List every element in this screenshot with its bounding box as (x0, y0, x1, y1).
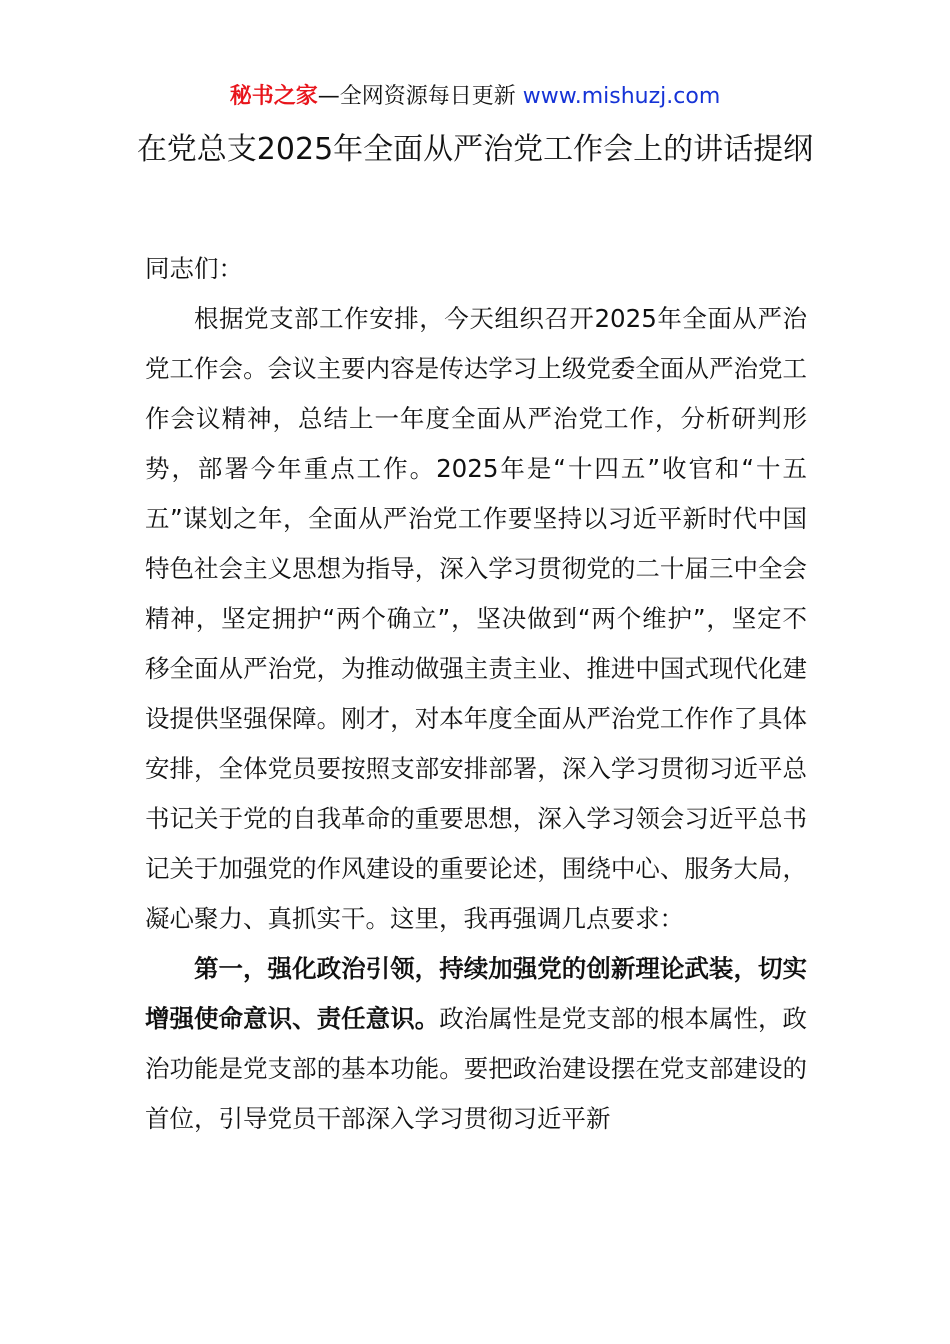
paragraph-first-point (145, 944, 807, 1144)
site-header (0, 82, 950, 112)
first-point-text: 政治属性是党支部的根本属性，政治功能是党支部的基本功能。要把政治建设摆在党支部建设的首位，引导党员干部深入学习贯彻习近平新 (145, 1004, 808, 1133)
site-url-link[interactable]: www.mishuzj.com (522, 84, 721, 109)
document-body (145, 244, 807, 1144)
header-tagline: —全网资源每日更新 (317, 84, 516, 109)
document-title: 在党总支2025年全面从严治党工作会上的讲话提纲 (136, 132, 814, 167)
first-point-heading: 第一，强化政治引领，持续加强党的创新理论武装，切实增强使命意识、责任意识。 (145, 954, 807, 1033)
paragraph-intro: 根据党支部工作安排，今天组织召开2025年全面从严治党工作会。会议主要内容是传达学习上级党委全面从严治党工作会议精神，总结上一年度全面从严治党工作，分析研判形势，部署今年重点工作。2025年是“十四五”收官和“十五五”谋划之年，全面从严治党工作要坚持以习近平新时代中国特色社会主义思想为指导，深入学习贯彻党的二十届三中全会精神，坚定拥护“两个确立”，坚决做到“两个维护”，坚定不移全面从严治党，为推动做强主责主业、推进中国式现代化建设提供坚强保障。刚才，对本年度全面从严治党工作作了具体安排，全体党员要按照支部安排部署，深入学习贯彻习近平总书记关于党的自我革命的重要思想，深入学习领会习近平总书记关于加强党的作风建设的重要论述，围绕中心、服务大局，凝心聚力、真抓实干。这里，我再强调几点要求： (145, 304, 807, 933)
salutation: 同志们： (145, 254, 243, 283)
brand-name: 秘书之家 (229, 84, 318, 109)
